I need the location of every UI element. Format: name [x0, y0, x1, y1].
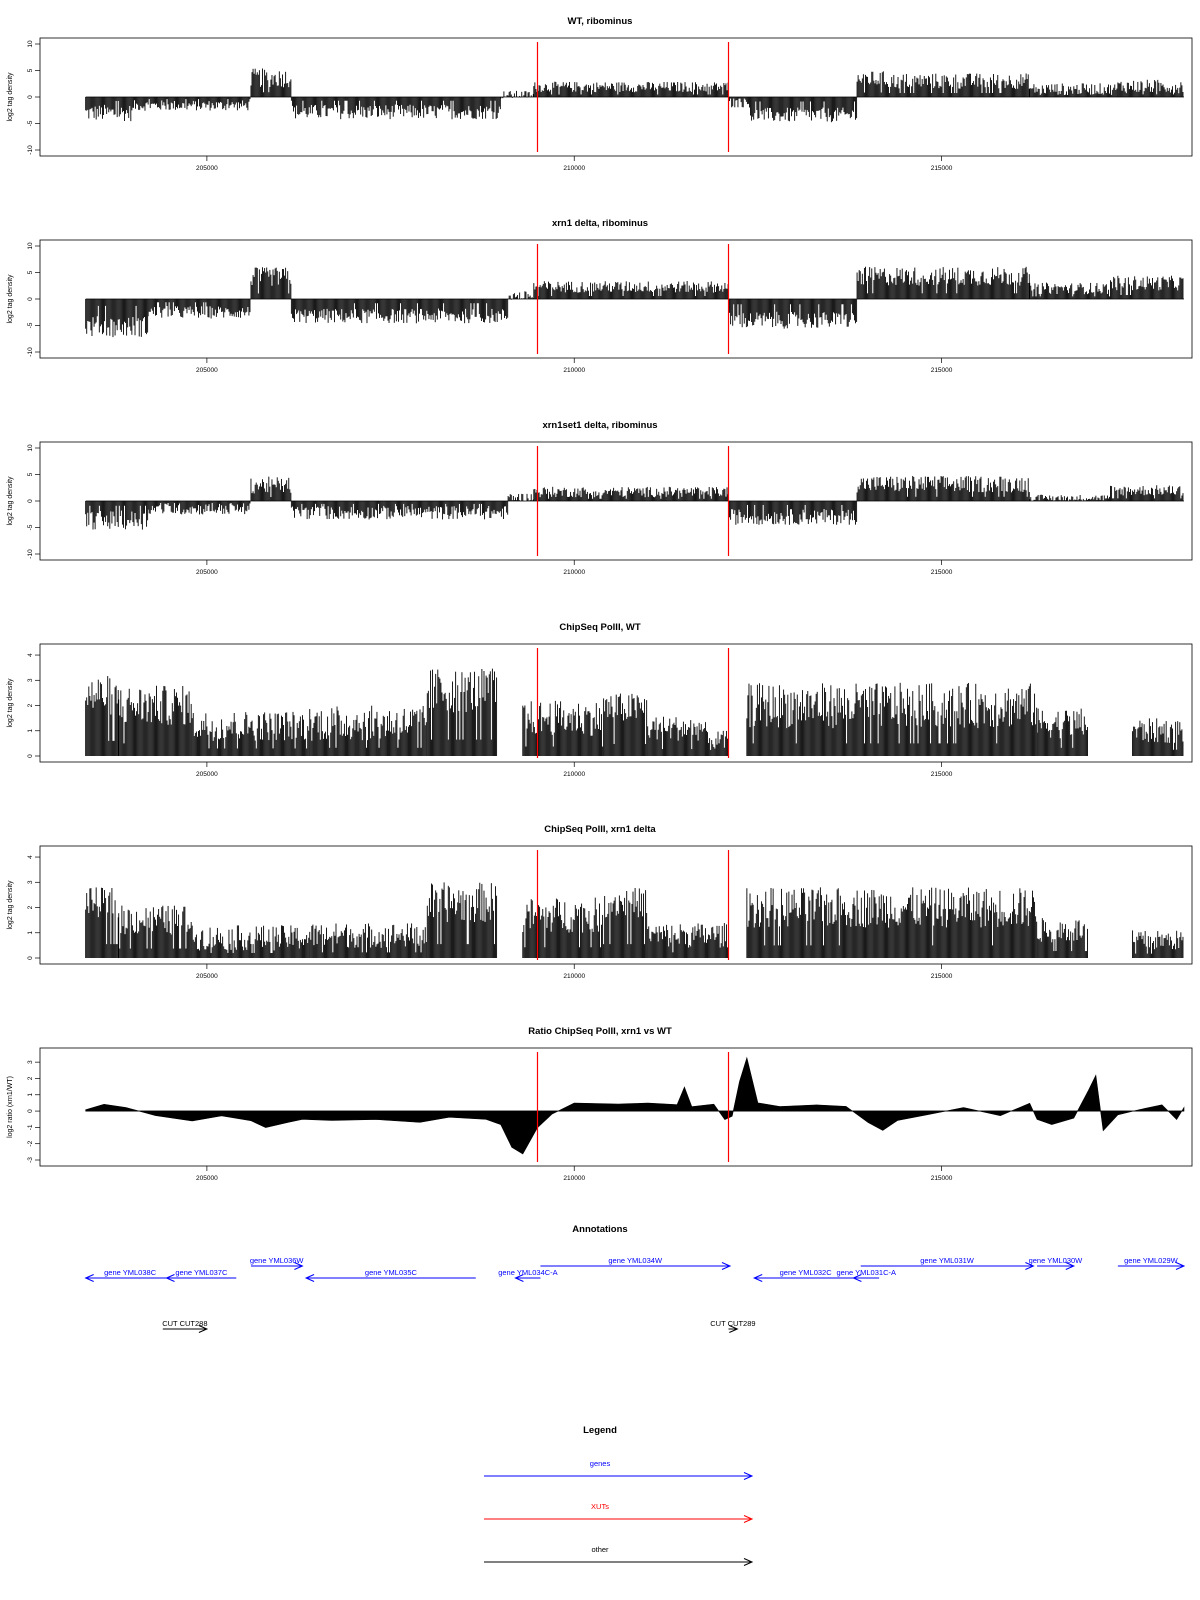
- y-tick-label: 1: [27, 728, 34, 733]
- x-tick-label: 215000: [930, 569, 953, 576]
- y-tick-label: 3: [27, 880, 34, 885]
- x-tick-label: 205000: [196, 973, 218, 980]
- y-axis-label: log2 tag density: [7, 476, 14, 526]
- y-tick-label: -5: [27, 120, 34, 127]
- y-tick-label: -5: [27, 524, 34, 531]
- panel-title: xrn1 delta, ribominus: [551, 218, 649, 229]
- bar-series: [86, 69, 1183, 123]
- y-tick-label: 0: [27, 499, 34, 503]
- x-tick-label: 215000: [930, 165, 953, 172]
- y-tick-label: 1: [27, 930, 34, 935]
- chart-panel-4: [7, 622, 1192, 778]
- y-axis-label: log2 tag density: [7, 880, 14, 930]
- bar-series: [86, 669, 1183, 756]
- y-tick-label: -10: [27, 145, 34, 155]
- panel-title: ChipSeq PolII, WT: [559, 622, 641, 633]
- y-axis-label: log2 tag density: [7, 678, 14, 728]
- x-tick-label: 210000: [563, 569, 586, 576]
- y-tick-label: 5: [27, 270, 34, 275]
- bar-series: [86, 476, 1183, 530]
- bar-series: [86, 882, 1183, 958]
- x-tick-label: 210000: [563, 367, 586, 374]
- x-tick-label: 205000: [196, 569, 218, 576]
- y-tick-label: 10: [27, 444, 34, 452]
- y-tick-label: 5: [27, 472, 34, 477]
- y-tick-label: 3: [27, 678, 34, 683]
- y-tick-label: 2: [27, 703, 34, 708]
- y-tick-label: 10: [27, 242, 34, 250]
- panel-title: WT, ribominus: [567, 16, 633, 27]
- y-tick-label: 0: [27, 754, 34, 758]
- y-tick-label: -5: [27, 322, 34, 329]
- x-tick-label: 210000: [563, 165, 586, 172]
- bar-series: [86, 267, 1183, 337]
- chart-panel-1: [7, 16, 1192, 172]
- y-tick-label: 5: [27, 68, 34, 73]
- y-tick-label: 0: [27, 297, 34, 301]
- y-tick-label: 4: [27, 855, 34, 859]
- chart-panel-3: [7, 420, 1192, 576]
- y-tick-label: 0: [27, 95, 34, 99]
- x-tick-label: 210000: [563, 973, 586, 980]
- panel-title: ChipSeq PolII, xrn1 delta: [544, 824, 656, 835]
- x-tick-label: 205000: [196, 165, 218, 172]
- x-tick-label: 205000: [196, 367, 218, 374]
- y-tick-label: 4: [27, 653, 34, 657]
- y-tick-label: -10: [27, 347, 34, 357]
- chart-panel-5: [7, 824, 1192, 980]
- y-tick-label: 2: [27, 905, 34, 910]
- y-tick-label: 0: [27, 956, 34, 960]
- y-tick-label: -10: [27, 549, 34, 559]
- x-tick-label: 215000: [930, 973, 953, 980]
- x-tick-label: 215000: [930, 367, 953, 374]
- panel-title: xrn1set1 delta, ribominus: [542, 420, 658, 431]
- y-tick-label: 10: [27, 40, 34, 48]
- x-tick-label: 210000: [563, 771, 586, 778]
- x-tick-label: 215000: [930, 771, 953, 778]
- y-axis-label: log2 tag density: [7, 72, 14, 122]
- y-axis-label: log2 tag density: [7, 274, 14, 324]
- x-tick-label: 205000: [196, 771, 218, 778]
- chart-panel-2: [7, 218, 1192, 374]
